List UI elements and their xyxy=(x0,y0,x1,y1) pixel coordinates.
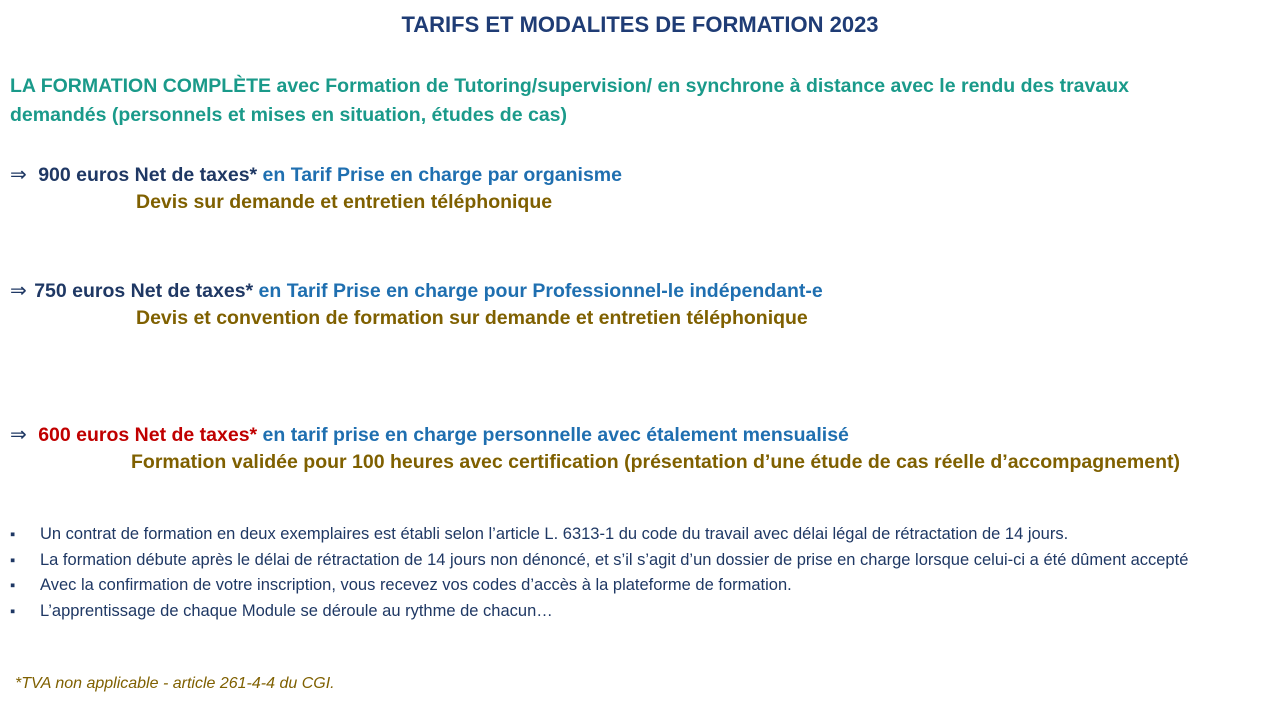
list-item: ▪ Avec la confirmation de votre inscription, vous recevez vos codes d’accès à la plateforme de formation. xyxy=(10,573,1260,599)
conditions-list xyxy=(10,522,1260,624)
offer-3-price: 600 euros Net de taxes* xyxy=(38,424,258,446)
intro-line-1: LA FORMATION COMPLÈTE avec Formation de Tutoring/supervision/ en synchrone à distance avec le rendu des travaux xyxy=(10,75,1129,97)
offer-3 xyxy=(10,422,849,447)
offer-3-label: en tarif prise en charge personnelle avec étalement mensualisé xyxy=(257,424,849,446)
footnote: *TVA non applicable - article 261-4-4 du CGI. xyxy=(15,675,335,692)
arrow-right-icon: ⇒ xyxy=(10,424,27,446)
offer-2 xyxy=(10,278,823,303)
offer-2-price: 750 euros Net de taxes* xyxy=(34,280,254,302)
arrow-right-icon: ⇒ xyxy=(10,164,27,186)
arrow-right-icon: ⇒ xyxy=(10,280,27,302)
offer-3-detail: Formation validée pour 100 heures avec certification (présentation d’une étude de cas réelle d’accompagnement) xyxy=(131,451,1180,473)
offer-1-label: en Tarif Prise en charge par organisme xyxy=(257,164,622,186)
intro-line-2: demandés (personnels et mises en situation, études de cas) xyxy=(10,104,568,126)
list-item: ▪ Un contrat de formation en deux exemplaires est établi selon l’article L. 6313-1 du code du travail avec délai légal de rétractation de 14 jours. xyxy=(10,522,1260,548)
offer-1-price: 900 euros Net de taxes* xyxy=(38,164,258,186)
page-title: TARIFS ET MODALITES DE FORMATION 2023 xyxy=(401,12,879,37)
offer-2-detail: Devis et convention de formation sur demande et entretien téléphonique xyxy=(136,307,808,329)
offer-1 xyxy=(10,162,622,187)
list-item: ▪ L’apprentissage de chaque Module se déroule au rythme de chacun… xyxy=(10,599,1260,625)
list-item: ▪ La formation débute après le délai de rétractation de 14 jours non dénoncé, et s’il s’agit d’un dossier de prise en charge lorsque celui-ci a été dûment accepté xyxy=(10,548,1260,574)
offer-1-detail: Devis sur demande et entretien téléphonique xyxy=(136,191,553,213)
offer-2-label: en Tarif Prise en charge pour Professionnel-le indépendant-e xyxy=(253,280,823,302)
